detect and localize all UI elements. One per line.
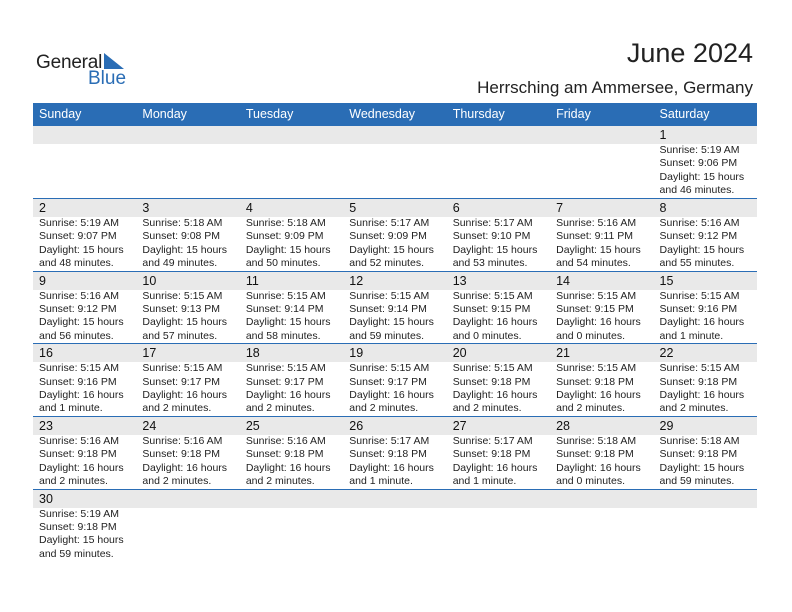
sunrise-time: Sunrise: 5:15 AM (245, 362, 326, 375)
day-number: 21 (556, 346, 571, 361)
daylight-duration: and 54 minutes. (556, 257, 631, 270)
day-cell (343, 217, 446, 271)
sunrise-time: Sunrise: 5:18 AM (659, 434, 740, 447)
daylight-duration: and 59 minutes. (39, 547, 114, 560)
daylight-duration: Daylight: 15 hours (659, 243, 745, 256)
daylight-duration: Daylight: 15 hours (245, 243, 331, 256)
daylight-duration: Daylight: 16 hours (349, 389, 434, 402)
sunrise-time: Sunrise: 5:15 AM (556, 289, 637, 302)
empty-day-number (343, 490, 446, 508)
daylight-duration: Daylight: 15 hours (39, 243, 124, 256)
sunset-time: Sunset: 9:11 PM (556, 230, 633, 243)
sunset-time: Sunset: 9:18 PM (452, 375, 531, 388)
day-cell (550, 290, 653, 344)
daylight-duration: Daylight: 15 hours (39, 316, 124, 329)
empty-day-cell (550, 144, 653, 198)
daylight-duration: and 2 minutes. (349, 402, 419, 415)
sunset-time: Sunset: 9:14 PM (349, 303, 427, 316)
day-cell (447, 290, 550, 344)
sunset-time: Sunset: 9:18 PM (39, 520, 117, 533)
daylight-duration: and 2 minutes. (142, 402, 212, 415)
sunset-time: Sunset: 9:17 PM (142, 375, 221, 388)
week-details-row (33, 290, 757, 344)
week-details-row (33, 435, 757, 489)
sunrise-time: Sunrise: 5:15 AM (39, 362, 119, 375)
weekday-friday: Friday (556, 107, 591, 121)
day-number: 7 (556, 201, 564, 215)
empty-day-cell (240, 144, 343, 198)
sunrise-time: Sunrise: 5:16 AM (39, 434, 119, 447)
week-date-band (33, 272, 757, 290)
sunset-time: Sunset: 9:08 PM (142, 230, 221, 243)
week-date-band (33, 126, 757, 144)
sunset-time: Sunset: 9:10 PM (452, 230, 531, 243)
sunrise-time: Sunrise: 5:15 AM (659, 362, 740, 375)
day-cell (447, 217, 550, 271)
page-title: June 2024 (626, 38, 753, 68)
day-number: 20 (452, 346, 467, 361)
day-cell (33, 508, 136, 562)
sunrise-time: Sunrise: 5:15 AM (142, 362, 223, 375)
daylight-duration: Daylight: 15 hours (39, 534, 124, 547)
sunrise-time: Sunrise: 5:15 AM (659, 289, 740, 302)
day-number: 24 (142, 418, 157, 433)
week-date-band (33, 199, 757, 217)
day-cell (136, 217, 239, 271)
daylight-duration: Daylight: 16 hours (556, 461, 641, 474)
day-cell (240, 362, 343, 416)
day-number: 23 (39, 418, 53, 433)
sunset-time: Sunset: 9:18 PM (452, 448, 531, 461)
sunset-time: Sunset: 9:17 PM (245, 375, 324, 388)
sunrise-time: Sunrise: 5:19 AM (659, 144, 740, 156)
daylight-duration: Daylight: 16 hours (39, 389, 124, 402)
sunrise-time: Sunrise: 5:16 AM (556, 217, 637, 229)
day-number: 25 (245, 418, 260, 433)
sunrise-time: Sunrise: 5:15 AM (349, 289, 430, 302)
empty-day-cell (136, 144, 239, 198)
empty-day-cell (343, 144, 446, 198)
daylight-duration: Daylight: 16 hours (452, 316, 538, 329)
day-number: 5 (349, 201, 357, 215)
day-cell (240, 435, 343, 489)
weekday-thursday: Thursday (452, 107, 505, 121)
daylight-duration: and 2 minutes. (39, 475, 108, 488)
sunset-time: Sunset: 9:18 PM (659, 448, 738, 461)
day-number: 9 (39, 273, 46, 288)
empty-day-number (343, 126, 446, 144)
day-number: 6 (452, 201, 460, 215)
daylight-duration: Daylight: 16 hours (556, 389, 641, 402)
daylight-duration: Daylight: 15 hours (245, 316, 331, 329)
sunset-time: Sunset: 9:06 PM (659, 157, 738, 170)
day-number: 12 (349, 273, 364, 288)
empty-day-number (550, 490, 653, 508)
day-cell (550, 217, 653, 271)
weekday-monday: Monday (142, 107, 187, 121)
daylight-duration: Daylight: 16 hours (659, 389, 745, 402)
weekday-tuesday: Tuesday (245, 107, 294, 121)
logo-text-general: General (36, 52, 103, 73)
day-number: 14 (556, 273, 571, 288)
day-cell (343, 290, 446, 344)
daylight-duration: and 49 minutes. (142, 257, 218, 270)
daylight-duration: and 2 minutes. (245, 402, 315, 415)
sunrise-time: Sunrise: 5:17 AM (452, 217, 533, 229)
day-number: 15 (659, 273, 674, 288)
day-number: 30 (39, 491, 53, 506)
daylight-duration: and 2 minutes. (452, 402, 522, 415)
day-cell (550, 435, 653, 489)
daylight-duration: and 57 minutes. (142, 329, 218, 342)
day-number: 11 (245, 273, 259, 288)
weekday-sunday: Sunday (39, 107, 82, 121)
day-number: 3 (142, 201, 150, 215)
day-cell (447, 362, 550, 416)
daylight-duration: and 56 minutes. (39, 329, 114, 342)
sunset-time: Sunset: 9:15 PM (556, 303, 634, 316)
day-number: 17 (142, 346, 157, 361)
daylight-duration: and 53 minutes. (452, 257, 528, 270)
sunset-time: Sunset: 9:09 PM (349, 230, 427, 243)
sunrise-time: Sunrise: 5:16 AM (659, 217, 740, 229)
sunset-time: Sunset: 9:18 PM (659, 375, 738, 388)
empty-day-number (654, 490, 757, 508)
sunset-time: Sunset: 9:18 PM (142, 448, 221, 461)
daylight-duration: and 0 minutes. (556, 329, 625, 342)
day-cell (343, 362, 446, 416)
daylight-duration: Daylight: 16 hours (349, 461, 434, 474)
daylight-duration: Daylight: 16 hours (245, 461, 331, 474)
daylight-duration: Daylight: 16 hours (142, 461, 228, 474)
day-cell (654, 362, 757, 416)
daylight-duration: Daylight: 16 hours (452, 389, 538, 402)
daylight-duration: and 58 minutes. (245, 329, 321, 342)
sunset-time: Sunset: 9:16 PM (39, 375, 117, 388)
day-number: 4 (245, 201, 253, 215)
empty-day-cell (33, 144, 136, 198)
empty-day-cell (447, 144, 550, 198)
day-cell (654, 290, 757, 344)
sunrise-time: Sunrise: 5:17 AM (349, 434, 430, 447)
day-number: 10 (142, 273, 157, 288)
daylight-duration: and 1 minute. (349, 475, 413, 488)
week-details-row (33, 144, 757, 198)
daylight-duration: Daylight: 15 hours (659, 170, 745, 183)
day-cell (33, 435, 136, 489)
daylight-duration: and 2 minutes. (142, 475, 212, 488)
daylight-duration: and 1 minute. (659, 329, 724, 342)
week-details-row (33, 362, 757, 416)
day-cell (33, 362, 136, 416)
sunset-time: Sunset: 9:18 PM (556, 375, 634, 388)
sunrise-time: Sunrise: 5:15 AM (349, 362, 430, 375)
sunset-time: Sunset: 9:12 PM (659, 230, 738, 243)
daylight-duration: and 50 minutes. (245, 257, 321, 270)
sunrise-time: Sunrise: 5:16 AM (39, 289, 119, 302)
sunset-time: Sunset: 9:18 PM (245, 448, 324, 461)
empty-day-number (136, 126, 239, 144)
sunrise-time: Sunrise: 5:18 AM (245, 217, 326, 229)
daylight-duration: and 0 minutes. (556, 475, 625, 488)
calendar-week (33, 272, 757, 344)
week-date-band (33, 490, 757, 508)
sunrise-time: Sunrise: 5:17 AM (349, 217, 430, 229)
sunset-time: Sunset: 9:09 PM (245, 230, 324, 243)
day-cell (654, 144, 757, 198)
daylight-duration: and 1 minute. (452, 475, 517, 488)
empty-day-number (240, 126, 343, 144)
daylight-duration: Daylight: 15 hours (349, 316, 434, 329)
day-number: 13 (452, 273, 467, 288)
daylight-duration: and 2 minutes. (245, 475, 315, 488)
daylight-duration: Daylight: 15 hours (349, 243, 434, 256)
empty-day-cell (447, 508, 550, 562)
daylight-duration: Daylight: 15 hours (142, 243, 228, 256)
empty-day-number (240, 490, 343, 508)
week-details-row (33, 508, 757, 562)
day-number: 1 (659, 128, 667, 142)
daylight-duration: and 46 minutes. (659, 184, 735, 197)
daylight-duration: and 2 minutes. (659, 402, 729, 415)
day-number: 28 (556, 418, 571, 433)
empty-day-number (447, 490, 550, 508)
calendar-week (33, 417, 757, 489)
day-cell (654, 217, 757, 271)
day-cell (136, 362, 239, 416)
calendar-grid (33, 103, 757, 562)
sunset-time: Sunset: 9:15 PM (452, 303, 531, 316)
daylight-duration: and 59 minutes. (349, 329, 424, 342)
day-cell (240, 217, 343, 271)
daylight-duration: Daylight: 16 hours (245, 389, 331, 402)
calendar-week (33, 344, 757, 416)
daylight-duration: Daylight: 16 hours (39, 461, 124, 474)
sunset-time: Sunset: 9:13 PM (142, 303, 221, 316)
empty-day-number (136, 490, 239, 508)
weekday-saturday: Saturday (659, 107, 710, 121)
daylight-duration: and 48 minutes. (39, 257, 114, 270)
calendar-week (33, 199, 757, 271)
daylight-duration: Daylight: 15 hours (142, 316, 228, 329)
logo-triangle-icon (104, 53, 124, 69)
sunset-time: Sunset: 9:16 PM (659, 303, 738, 316)
sunrise-time: Sunrise: 5:15 AM (142, 289, 223, 302)
daylight-duration: and 1 minute. (39, 402, 103, 415)
week-date-band (33, 417, 757, 435)
week-date-band (33, 344, 757, 362)
logo (36, 50, 136, 90)
weekday-wednesday: Wednesday (349, 107, 416, 121)
day-cell (136, 435, 239, 489)
day-number: 2 (39, 201, 46, 215)
sunset-time: Sunset: 9:12 PM (39, 303, 117, 316)
calendar-week (33, 126, 757, 198)
sunset-time: Sunset: 9:18 PM (349, 448, 427, 461)
day-cell (240, 290, 343, 344)
daylight-duration: Daylight: 16 hours (659, 316, 745, 329)
sunrise-time: Sunrise: 5:17 AM (452, 434, 533, 447)
daylight-duration: Daylight: 15 hours (556, 243, 641, 256)
location-subtitle: Herrsching am Ammersee, Germany (477, 78, 753, 97)
sunrise-time: Sunrise: 5:15 AM (245, 289, 326, 302)
day-number: 26 (349, 418, 364, 433)
daylight-duration: and 55 minutes. (659, 257, 735, 270)
sunrise-time: Sunrise: 5:16 AM (245, 434, 326, 447)
empty-day-number (33, 126, 136, 144)
sunrise-time: Sunrise: 5:19 AM (39, 507, 119, 520)
empty-day-cell (240, 508, 343, 562)
empty-day-cell (136, 508, 239, 562)
logo-text-blue: Blue (88, 68, 127, 89)
daylight-duration: and 2 minutes. (556, 402, 625, 415)
empty-day-cell (654, 508, 757, 562)
day-number: 19 (349, 346, 364, 361)
day-number: 22 (659, 346, 674, 361)
sunrise-time: Sunrise: 5:15 AM (556, 362, 637, 375)
sunset-time: Sunset: 9:17 PM (349, 375, 427, 388)
daylight-duration: Daylight: 16 hours (452, 461, 538, 474)
day-cell (654, 435, 757, 489)
calendar-week (33, 490, 757, 562)
daylight-duration: and 59 minutes. (659, 475, 735, 488)
weekday-header (33, 103, 757, 126)
sunrise-time: Sunrise: 5:18 AM (142, 217, 223, 229)
sunset-time: Sunset: 9:07 PM (39, 230, 117, 243)
sunrise-time: Sunrise: 5:15 AM (452, 362, 533, 375)
daylight-duration: Daylight: 15 hours (659, 461, 745, 474)
day-number: 29 (659, 418, 674, 433)
sunset-time: Sunset: 9:18 PM (39, 448, 117, 461)
empty-day-number (447, 126, 550, 144)
day-number: 8 (659, 201, 667, 215)
sunrise-time: Sunrise: 5:16 AM (142, 434, 223, 447)
day-cell (33, 217, 136, 271)
empty-day-number (550, 126, 653, 144)
daylight-duration: Daylight: 15 hours (452, 243, 538, 256)
day-number: 18 (245, 346, 260, 361)
day-cell (550, 362, 653, 416)
sunrise-time: Sunrise: 5:19 AM (39, 217, 119, 229)
calendar-weeks (33, 126, 757, 562)
day-number: 27 (452, 418, 467, 433)
day-cell (136, 290, 239, 344)
sunset-time: Sunset: 9:14 PM (245, 303, 324, 316)
empty-day-cell (550, 508, 653, 562)
week-details-row (33, 217, 757, 271)
empty-day-cell (343, 508, 446, 562)
sunrise-time: Sunrise: 5:15 AM (452, 289, 533, 302)
day-cell (343, 435, 446, 489)
sunrise-time: Sunrise: 5:18 AM (556, 434, 637, 447)
day-cell (447, 435, 550, 489)
sunset-time: Sunset: 9:18 PM (556, 448, 634, 461)
day-cell (33, 290, 136, 344)
daylight-duration: Daylight: 16 hours (556, 316, 641, 329)
daylight-duration: and 52 minutes. (349, 257, 424, 270)
day-number: 16 (39, 346, 53, 361)
daylight-duration: Daylight: 16 hours (142, 389, 228, 402)
daylight-duration: and 0 minutes. (452, 329, 522, 342)
